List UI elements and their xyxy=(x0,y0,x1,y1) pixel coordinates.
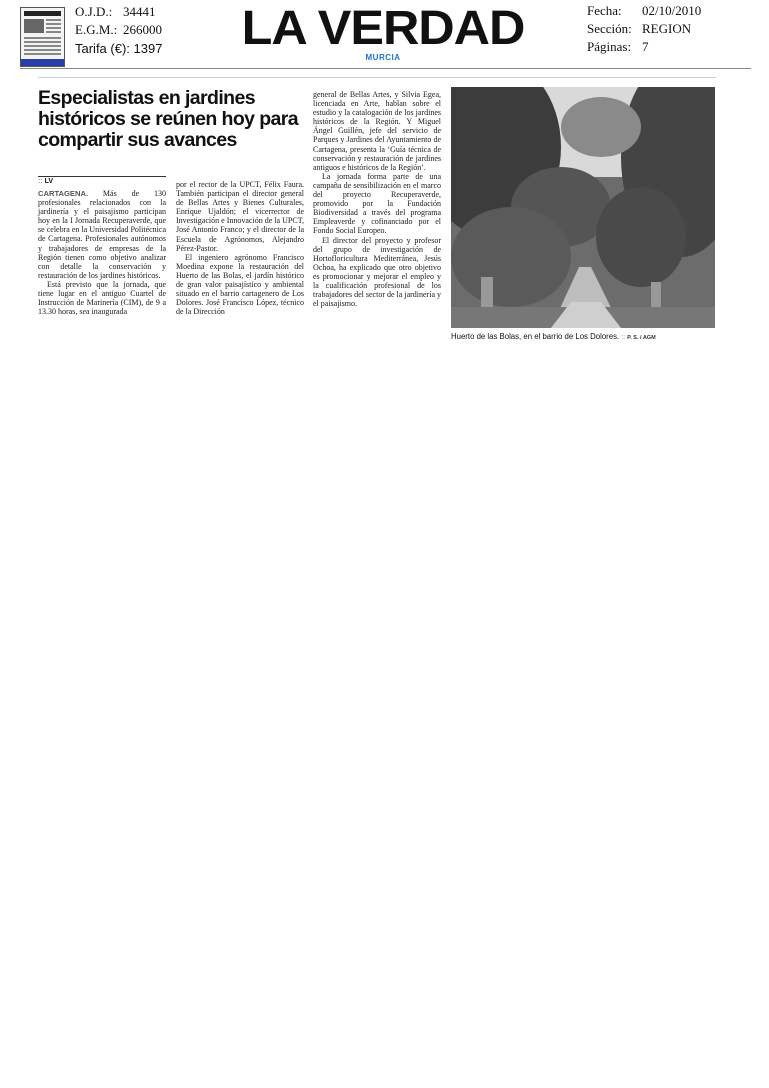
article-column-1 xyxy=(38,189,166,316)
seccion-row xyxy=(587,20,701,38)
credit-marker: :: xyxy=(621,334,626,341)
byline-author: LV xyxy=(44,178,54,185)
page-thumbnail xyxy=(20,7,65,67)
byline xyxy=(38,178,53,185)
paragraph: Está previsto que la jornada, que tiene lugar en el antiguo Cuartel de Instrucción de Marinería (CIM), de 9 a 13.30 horas, sea inaugurada xyxy=(38,279,166,317)
ojd-row xyxy=(75,3,162,21)
egm-row xyxy=(75,21,162,39)
paragraph: El director del proyecto y profesor del grupo de investigación de Hortofloricultura Mediterránea, Jesús Ochoa, ha explicado que otro objetivo es promocionar y mejorar el empleo y la cualificación profesional de los trabajadores del sector de la jardinería y el paisajismo. xyxy=(313,235,441,309)
paginas-label: Páginas: xyxy=(587,39,632,54)
paragraph: La jornada forma parte de una campaña de sensibilización en el marco del proyecto Recuperaverde, promovido por la Fundación Biodiversidad a través del programa Empleaverde y cofinanciado por el Fondo Social Europeo. xyxy=(313,171,441,236)
ojd-value: 34441 xyxy=(123,4,156,19)
paragraph-text: Más de 130 profesionales relacionados con la jardinería y el paisajismo participan hoy en la I Jornada Recuperaverde, que se celebra en la Universidad Politécnica de Cartagena. Profesionales autónomos y trabajadores de empresas de la Región tienen como objetivo analizar con detalle la conservación y restauración de los jardines históricos. xyxy=(38,189,166,280)
article-top-rule xyxy=(38,77,716,78)
paragraph: El ingeniero agrónomo Francisco Moedina expone la restauración del Huerto de las Bolas, el jardín histórico de gran valor paisajístico y ambiental situado en el barrio cartagenero de Los Dolores. José Francisco López, técnico de la Dirección xyxy=(176,252,304,317)
ojd-label: O.J.D.: xyxy=(75,4,113,19)
paginas-row xyxy=(587,38,701,56)
photo-credit: P. S. / AGM xyxy=(627,335,656,341)
seccion-label: Sección: xyxy=(587,21,632,36)
egm-value: 266000 xyxy=(123,22,162,37)
tarifa: Tarifa (€): 1397 xyxy=(75,41,163,56)
seccion-value: REGION xyxy=(642,21,692,36)
edition-label: MURCIA xyxy=(365,53,401,62)
fecha-value: 02/10/2010 xyxy=(642,3,702,18)
paragraph: general de Bellas Artes, y Silvia Egea, licenciada en Arte, hablan sobre el estudio y la catalogación de los jardines históricos de la Región. Y Miguel Ángel Guillén, jefe del servicio de Parques y Jardines del Ayuntamiento de Cartagena, presenta la ‘Guía técnica de conservación y restauración de jardines antiguos e históricos de la Región’. xyxy=(313,90,441,172)
paragraph: por el rector de la UPCT, Félix Faura. También participan el director general de Bellas Artes y Bienes Culturales, Enrique Ujaldón; el vicerrector de Investigación e Innovación de la UPCT, José Antonio Franco; y el director de la Escuela de Agrónomos, Alejandro Pérez-Pastor. xyxy=(176,180,304,253)
caption-text: Huerto de las Bolas, en el barrio de Los Dolores. xyxy=(451,332,620,341)
article-column-2 xyxy=(176,180,304,316)
article-column-3 xyxy=(313,90,441,308)
paginas-value: 7 xyxy=(642,39,649,54)
masthead xyxy=(210,4,556,62)
byline-marker: :: xyxy=(38,178,43,185)
byline-rule xyxy=(38,176,166,177)
paragraph xyxy=(38,189,166,280)
header-divider xyxy=(20,68,751,69)
newspaper-logo: LA VERDAD xyxy=(241,2,525,55)
garden-photo xyxy=(451,87,715,328)
fecha-row xyxy=(587,2,701,20)
clipping-meta-right xyxy=(587,2,701,56)
photo-caption xyxy=(451,332,731,341)
lead-place: CARTAGENA. xyxy=(38,189,89,198)
article-headline: Especialistas en jardines históricos se reúnen hoy para compartir sus avances xyxy=(38,87,299,151)
garden-photo-illustration xyxy=(451,87,715,328)
clipping-meta-left xyxy=(75,3,162,58)
fecha-label: Fecha: xyxy=(587,3,622,18)
egm-label: E.G.M.: xyxy=(75,22,118,37)
